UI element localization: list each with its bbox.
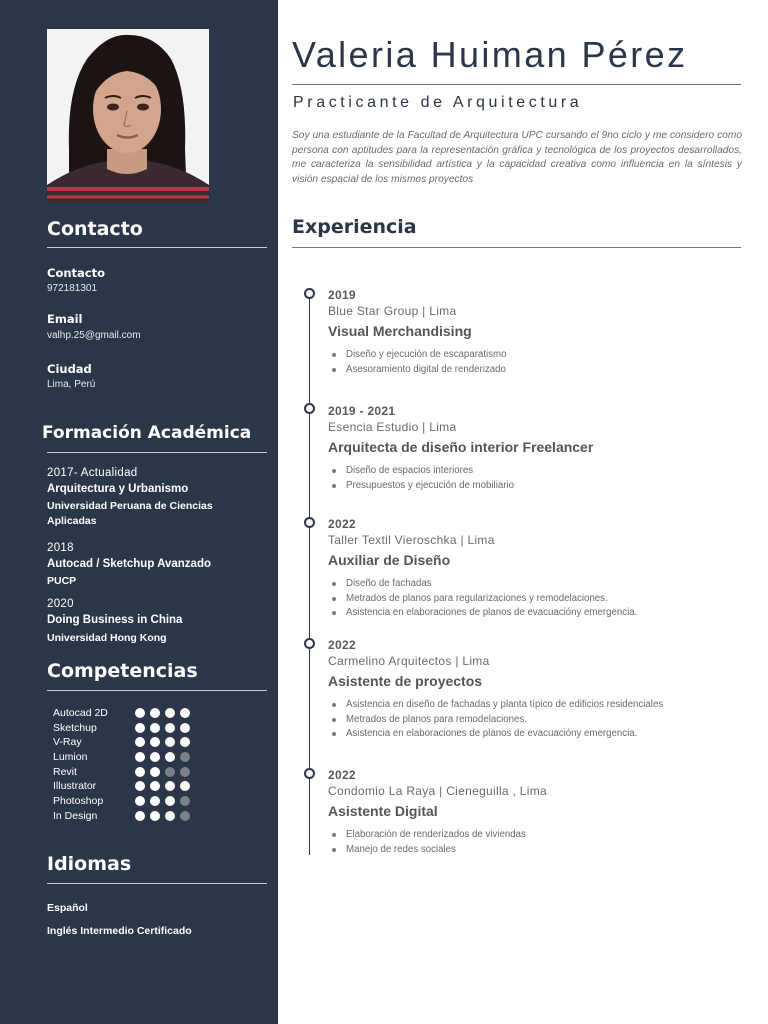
job-bullet: Asistencia en elaboraciones de planos de evacuacióny emergencia. — [328, 727, 743, 742]
skill-name: Revit — [53, 766, 77, 778]
skill-row — [53, 795, 203, 810]
rating-dot-filled — [165, 796, 175, 806]
job-bullet: Diseño y ejecución de escaparatismo — [328, 348, 743, 363]
education-year: 2017- Actualidad — [47, 467, 138, 479]
rating-dot-filled — [135, 811, 145, 821]
rating-dot-filled — [150, 781, 160, 791]
experience-heading: Experiencia — [292, 216, 417, 238]
rating-dot-filled — [150, 708, 160, 718]
profile-photo — [47, 29, 209, 203]
education-year: 2020 — [47, 598, 74, 610]
education-school: PUCP — [47, 575, 77, 587]
timeline-node — [304, 517, 315, 528]
skill-row — [53, 751, 203, 766]
rating-dot-filled — [180, 708, 190, 718]
rating-dot-filled — [135, 752, 145, 762]
portrait-illustration — [47, 29, 209, 203]
rating-dot-filled — [135, 796, 145, 806]
rating-dot-filled — [150, 796, 160, 806]
skill-row — [53, 780, 203, 795]
rating-dot-empty — [180, 796, 190, 806]
education-year: 2018 — [47, 542, 74, 554]
rating-dot-filled — [135, 767, 145, 777]
skill-name: V-Ray — [53, 736, 82, 748]
job-bullets — [328, 348, 743, 377]
job-company: Condomio La Raya | Cieneguilla , Lima — [328, 784, 547, 798]
job-entry — [328, 288, 743, 377]
job-bullet: Elaboración de renderizados de viviendas — [328, 828, 743, 843]
job-year: 2019 - 2021 — [328, 404, 396, 418]
rating-dot-empty — [180, 767, 190, 777]
education-title: Doing Business in China — [47, 614, 183, 626]
job-company: Carmelino Arquitectos | Lima — [328, 654, 490, 668]
job-bullet: Presupuestos y ejecución de mobiliario — [328, 479, 743, 494]
job-company: Blue Star Group | Lima — [328, 304, 457, 318]
skill-name: Lumion — [53, 751, 88, 763]
sidebar — [0, 0, 278, 1024]
skill-name: Photoshop — [53, 795, 104, 807]
rating-dot-filled — [165, 781, 175, 791]
candidate-name: Valeria Huiman Pérez — [292, 34, 688, 75]
rating-dot-filled — [135, 737, 145, 747]
education-school: Universidad Peruana de Ciencias Aplicadas — [47, 500, 213, 527]
job-bullet: Manejo de redes sociales — [328, 843, 743, 858]
education-divider — [47, 452, 267, 453]
rating-dot-filled — [165, 752, 175, 762]
rating-dot-filled — [150, 723, 160, 733]
phone-label: Contacto — [47, 266, 105, 280]
job-bullet: Asistencia en elaboraciones de planos de evacuacióny emergencia. — [328, 606, 743, 621]
job-entry — [328, 404, 743, 493]
job-bullet: Metrados de planos para regularizaciones y remodelaciones. — [328, 592, 743, 607]
language-item: Inglés Intermedio Certificado — [47, 925, 192, 937]
job-bullet: Asesoramiento digital de renderizado — [328, 363, 743, 378]
skills-heading: Competencias — [47, 660, 198, 682]
skills-divider — [47, 690, 267, 691]
skill-name: In Design — [53, 810, 98, 822]
rating-dot-filled — [135, 781, 145, 791]
rating-dot-filled — [165, 723, 175, 733]
timeline-node — [304, 768, 315, 779]
job-company: Esencia Estudio | Lima — [328, 420, 457, 434]
job-bullets — [328, 698, 743, 742]
rating-dot-empty — [165, 767, 175, 777]
rating-dot-empty — [180, 811, 190, 821]
rating-dot-filled — [135, 723, 145, 733]
job-company: Taller Textil Vieroschka | Lima — [328, 533, 495, 547]
job-bullets — [328, 828, 743, 857]
education-title: Arquitectura y Urbanismo — [47, 483, 189, 495]
skill-name: Sketchup — [53, 722, 97, 734]
skill-row — [53, 766, 203, 781]
job-year: 2022 — [328, 768, 356, 782]
profile-summary: Soy una estudiante de la Facultad de Arquitectura UPC cursando el 9no ciclo y me considero como persona con aptitudes para la representación gráfica y tecnológica de los proyectos desarrollados, me caracteriza la sensibilidad artística y la capacidad creativa como influencia en la síntesis y visión espacial de los mismos proyectos — [292, 130, 742, 186]
contact-heading: Contacto — [47, 218, 143, 240]
rating-dot-filled — [150, 752, 160, 762]
education-school: Universidad Hong Kong — [47, 632, 167, 644]
job-entry — [328, 517, 743, 621]
rating-dot-filled — [165, 811, 175, 821]
rating-dot-filled — [180, 723, 190, 733]
skill-name: Autocad 2D — [53, 707, 108, 719]
job-year: 2019 — [328, 288, 356, 302]
rating-dot-empty — [180, 752, 190, 762]
job-bullet: Metrados de planos para remodelaciones. — [328, 713, 743, 728]
job-bullets — [328, 464, 743, 493]
job-bullet: Diseño de fachadas — [328, 577, 743, 592]
language-item: Español — [47, 902, 88, 914]
name-divider — [292, 84, 741, 85]
contact-divider — [47, 247, 267, 248]
candidate-role: Practicante de Arquitectura — [293, 94, 583, 111]
education-title: Autocad / Sketchup Avanzado — [47, 558, 212, 570]
rating-dot-filled — [165, 708, 175, 718]
rating-dot-filled — [165, 737, 175, 747]
job-title: Visual Merchandising — [328, 323, 472, 339]
languages-divider — [47, 883, 267, 884]
rating-dot-filled — [180, 737, 190, 747]
timeline-node — [304, 288, 315, 299]
skill-name: Illustrator — [53, 780, 97, 792]
job-entry — [328, 638, 743, 742]
rating-dot-filled — [150, 811, 160, 821]
education-heading: Formación Académica — [42, 423, 252, 443]
skill-row — [53, 736, 203, 751]
skill-row — [53, 810, 203, 825]
job-bullets — [328, 577, 743, 621]
experience-divider — [292, 247, 741, 248]
job-title: Asistente de proyectos — [328, 673, 483, 689]
job-bullet: Asistencia en diseño de fachadas y planta típico de edificios residenciales — [328, 698, 743, 713]
skill-row — [53, 722, 203, 737]
job-title: Arquitecta de diseño interior Freelancer — [328, 439, 594, 455]
job-year: 2022 — [328, 638, 356, 652]
rating-dot-filled — [180, 781, 190, 791]
email-value[interactable]: valhp.25@gmail.com — [47, 330, 141, 341]
city-label: Ciudad — [47, 362, 92, 376]
job-entry — [328, 768, 743, 857]
rating-dot-filled — [150, 737, 160, 747]
timeline-node — [304, 638, 315, 649]
job-title: Auxiliar de Diseño — [328, 552, 451, 568]
languages-heading: Idiomas — [47, 853, 132, 875]
phone-value: 972181301 — [47, 283, 98, 294]
rating-dot-filled — [135, 708, 145, 718]
email-label: Email — [47, 312, 83, 326]
job-bullet: Diseño de espacios interiores — [328, 464, 743, 479]
skill-row — [53, 707, 203, 722]
timeline-node — [304, 403, 315, 414]
rating-dot-filled — [150, 767, 160, 777]
job-title: Asistente Digital — [328, 803, 438, 819]
job-year: 2022 — [328, 517, 356, 531]
city-value: Lima, Perú — [47, 379, 96, 390]
